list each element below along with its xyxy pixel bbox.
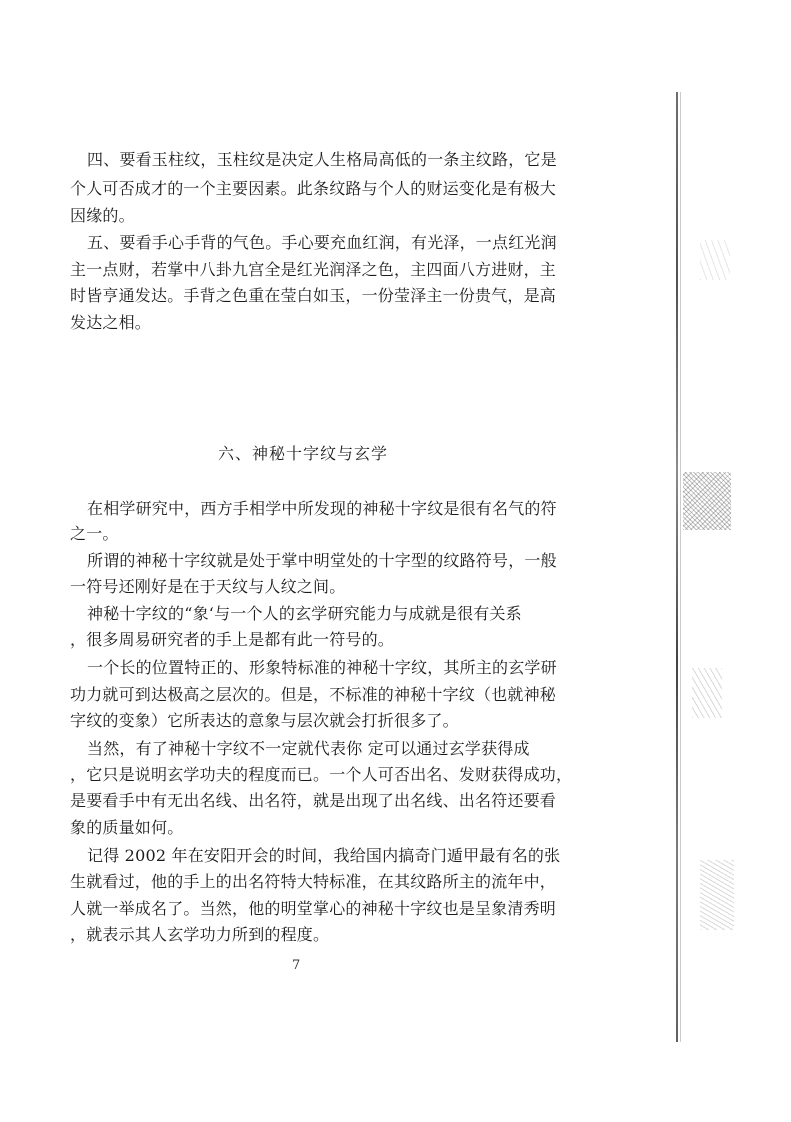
text-line: 功力就可到达极高之层次的。但是，不标准的神秘十字纹（也就神秘 bbox=[70, 685, 557, 704]
page-number: 7 bbox=[292, 958, 301, 973]
text-line: 之一。 bbox=[70, 524, 119, 543]
text-line: 五、要看手心手背的气色。手心要充血红润，有光泽，一点红光润 bbox=[87, 233, 557, 252]
text-line: 一符号还刚好是在于天纹与人纹之间。 bbox=[70, 577, 346, 596]
scan-noise-artifact bbox=[700, 860, 734, 930]
text-line: 所谓的神秘十字纹就是处于掌中明堂处的十字型的纹路符号，一般 bbox=[87, 551, 557, 570]
text-line: 在相学研究中，西方手相学中所发现的神秘十字纹是很有名气的符 bbox=[87, 499, 557, 518]
text-line: 四、要看玉柱纹，玉柱纹是决定人生格局高低的一条主纹路，它是 bbox=[87, 150, 557, 169]
text-line: 生就看过，他的手上的出名符特大特标准，在其纹路所主的流年中， bbox=[70, 872, 557, 891]
text-line: 个人可否成才的一个主要因素。此条纹路与个人的财运变化是有极大 bbox=[70, 179, 557, 198]
text-line: 是要看手中有无出名线、出名符，就是出现了出名线、出名符还要看 bbox=[70, 791, 557, 810]
text-line: 字纹的变象）它所表达的意象与层次就会打折很多了。 bbox=[70, 711, 459, 730]
text-line: 主一点财，若掌中八卦九宫全是红光润泽之色，主四面八方进财，主 bbox=[70, 260, 557, 279]
text-line: 神秘十字纹的“象‘与一个人的玄学研究能力与成就是很有关系 bbox=[87, 604, 522, 623]
text-line: 象的质量如何。 bbox=[70, 818, 184, 837]
scan-edge-artifact bbox=[676, 92, 678, 1042]
text-line: ，它只是说明玄学功夫的程度而已。一个人可否出名、发财获得成功， bbox=[70, 765, 573, 784]
text-line: 发达之相。 bbox=[70, 313, 152, 332]
text-line: 一个长的位置特正的、形象特标准的神秘十字纹，其所主的玄学研 bbox=[87, 658, 557, 677]
text-line: 因缘的。 bbox=[70, 206, 135, 225]
section-heading: 六、神秘十字纹与玄学 bbox=[218, 444, 389, 463]
scan-edge-artifact-secondary bbox=[680, 92, 681, 1042]
text-line: ，就表示其人玄学功力所到的程度。 bbox=[70, 925, 330, 944]
scan-noise-artifact bbox=[700, 240, 730, 280]
scan-noise-artifact bbox=[692, 668, 722, 718]
text-line: 时皆亨通发达。手背之色重在莹白如玉，一份莹泽主一份贵气，是高 bbox=[70, 286, 557, 305]
text-line: ，很多周易研究者的手上是都有此一符号的。 bbox=[70, 630, 395, 649]
text-line: 人就一举成名了。当然，他的明堂掌心的神秘十字纹也是呈象清秀明 bbox=[70, 899, 557, 918]
text-line: 当然，有了神秘十字纹不一定就代表你 定可以通过玄学获得成 bbox=[87, 739, 530, 758]
text-line: 记得 2002 年在安阳开会的时间，我给国内搞奇门遁甲最有名的张 bbox=[87, 846, 561, 865]
scan-noise-artifact bbox=[683, 472, 731, 530]
